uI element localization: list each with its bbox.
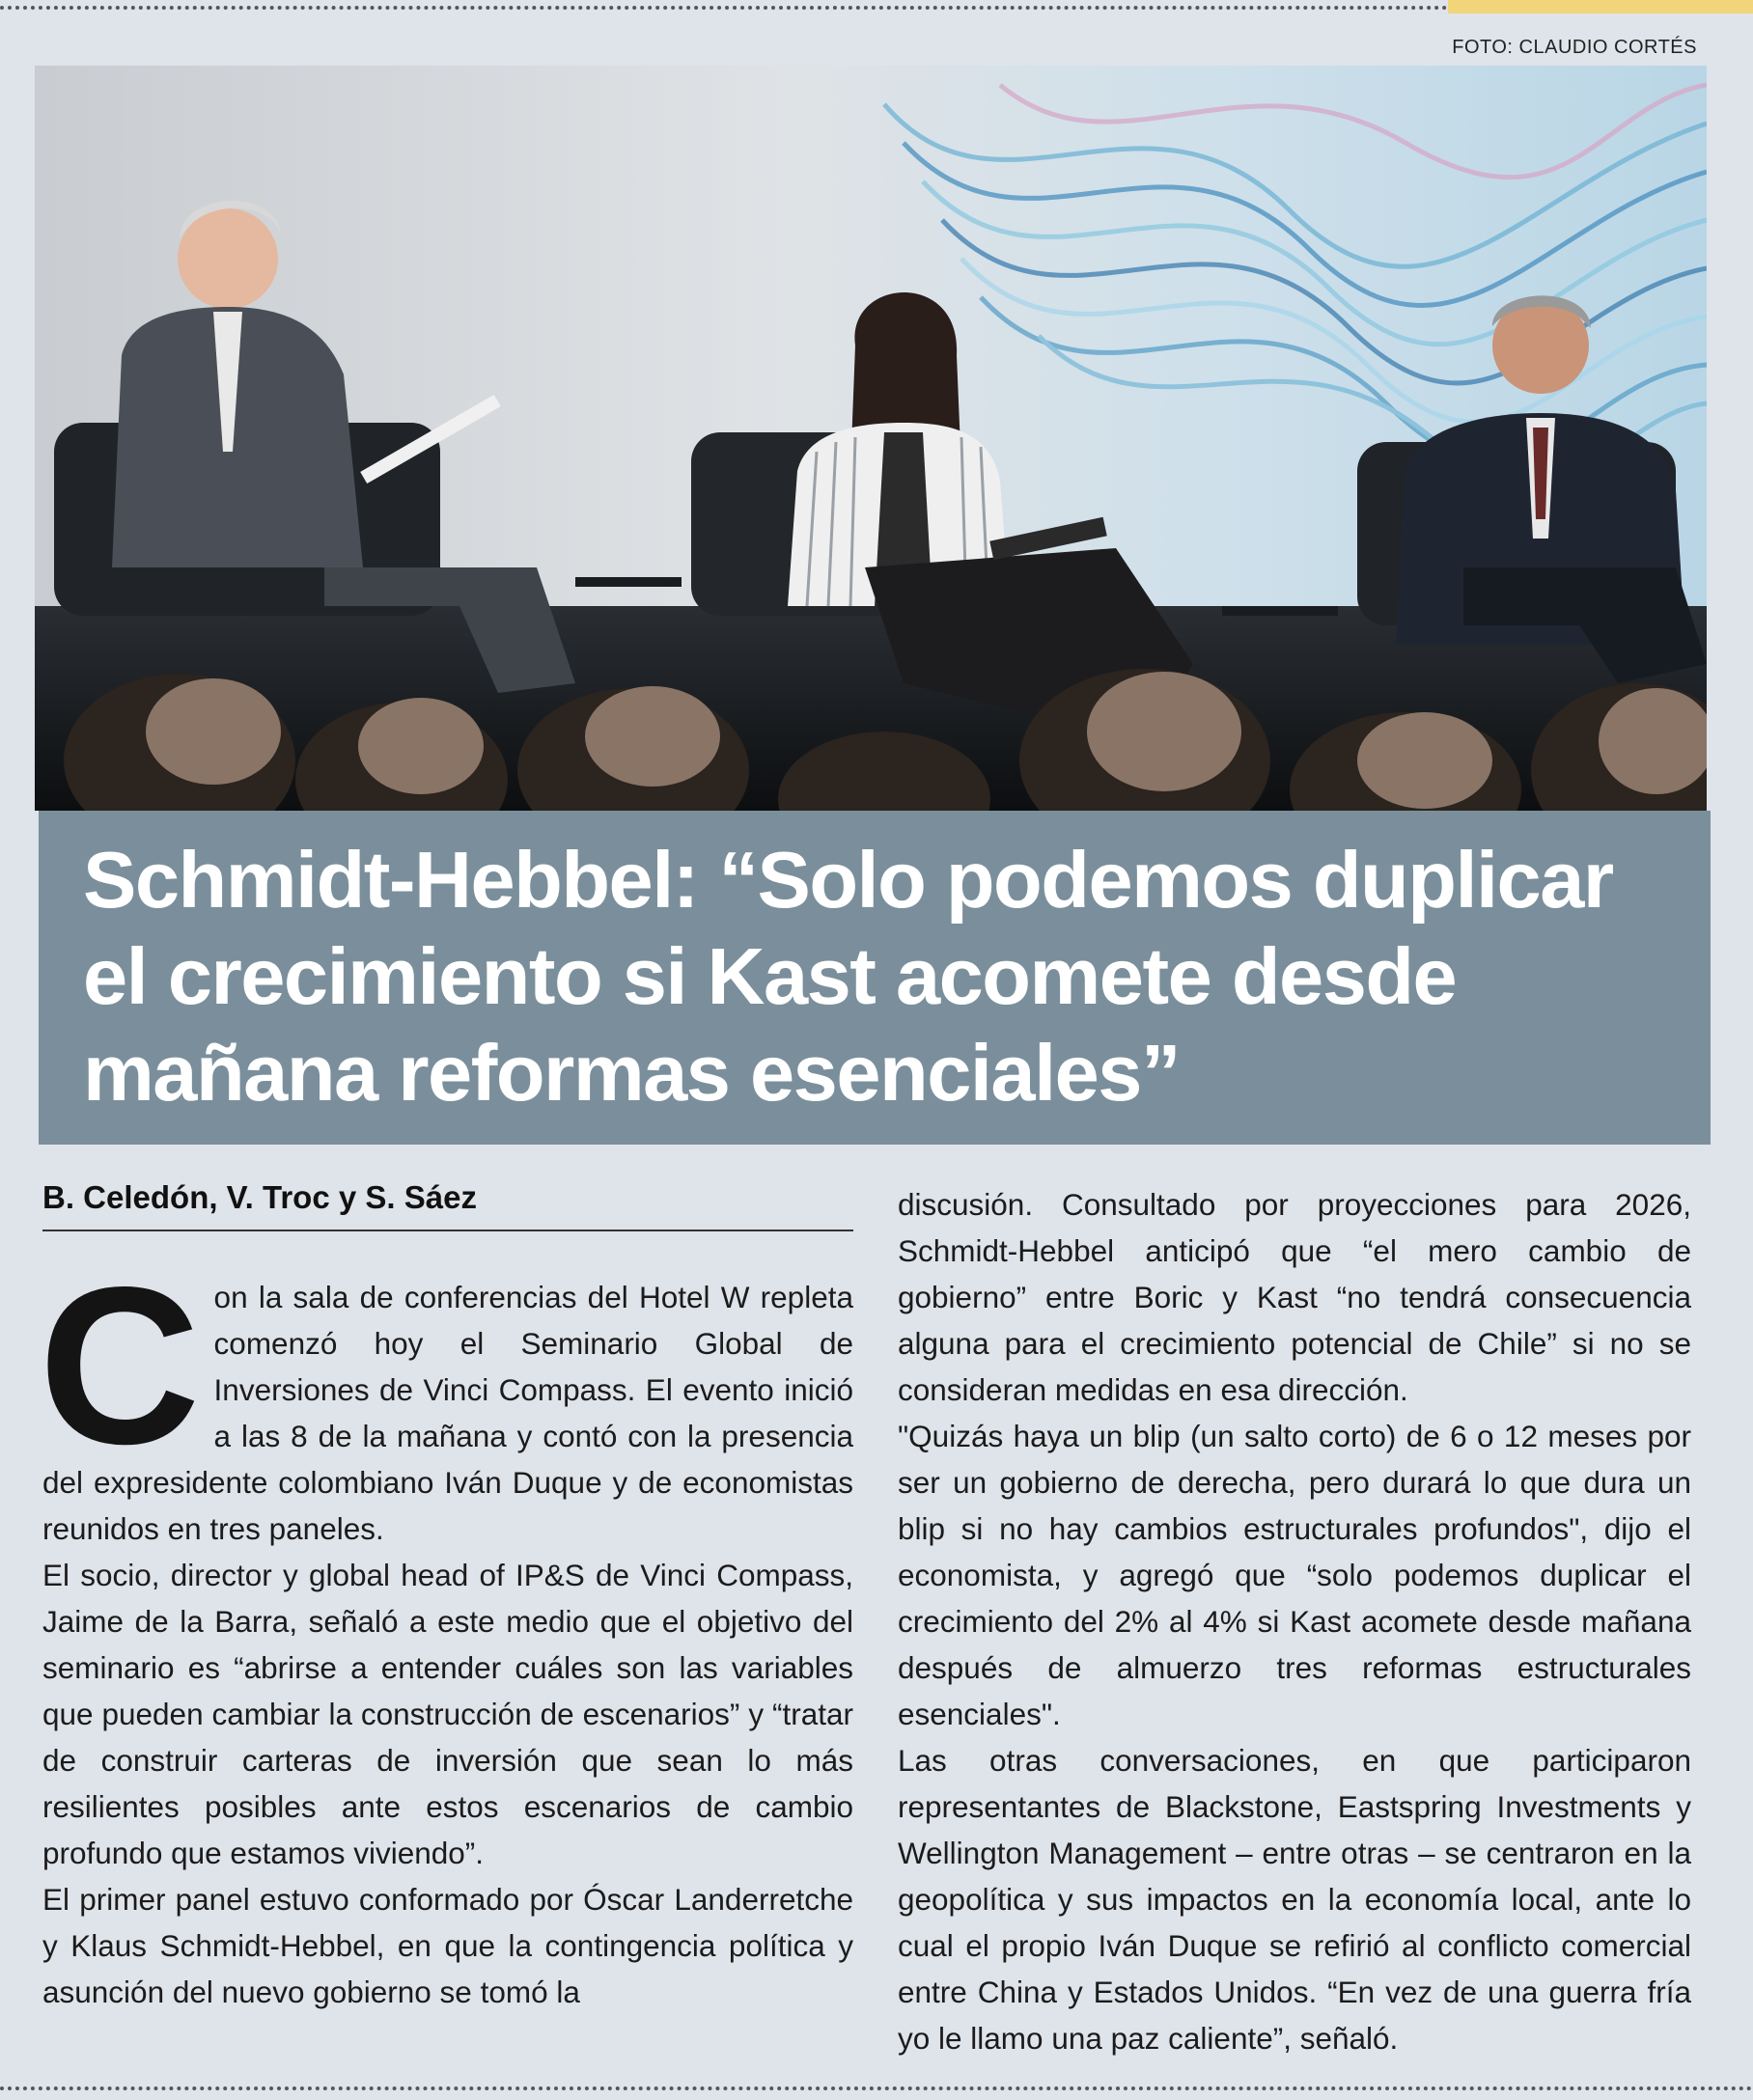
paragraph-3-start: El primer panel estuvo conformado por Óscar Landerretche y Klaus Schmidt-Hebbel, en que la contingencia política y asunción del nuevo gobierno se tomó la [42, 1882, 853, 2009]
headline-box [39, 811, 1711, 1145]
article-photo [35, 66, 1707, 811]
paragraph-4: "Quizás haya un blip (un salto corto) de 6 o 12 meses por ser un gobierno de derecha, pero durará lo que dura un blip si no hay cambios estructurales profundos", dijo el economista, y agregó que “solo podemos duplicar el crecimiento del 2% al 4% si Kast acomete desde mañana después de almuerzo tres reformas estructurales esenciales". [898, 1419, 1691, 1731]
paragraph-3-end: discusión. Consultado por proyecciones para 2026, Schmidt-Hebbel anticipó que “el mero cambio de gobierno” entre Boric y Kast “no tendrá consecuencia alguna para el crecimiento potencial de Chile” si no se consideran medidas en esa dirección. [898, 1187, 1691, 1407]
photo-credit: FOTO: CLAUDIO CORTÉS [1452, 37, 1697, 58]
top-dotted-border [0, 6, 1448, 10]
byline: B. Celedón, V. Troc y S. Sáez [42, 1179, 853, 1231]
paragraph-2: El socio, director y global head of IP&S de Vinci Compass, Jaime de la Barra, señaló a este medio que el objetivo del seminario es “abrirse a entender cuáles son las variables que pueden cambiar la construcción de escenarios” y “tratar de construir carteras de inversión que sean lo más resilientes posibles ante estos escenarios de cambio profundo que estamos viviendo”. [42, 1558, 853, 1870]
headline: Schmidt-Hebbel: “Solo podemos duplicar el crecimiento si Kast acomete desde mañana reformas esenciales” [83, 835, 1613, 1118]
drop-cap: C [39, 1241, 201, 1491]
column-right [898, 1181, 1691, 2061]
top-accent-bar [1448, 0, 1753, 14]
bottom-dotted-border [0, 2086, 1753, 2090]
column-left [39, 1241, 853, 2015]
paragraph-5: Las otras conversaciones, en que participaron representantes de Blackstone, Eastspring Investments y Wellington Management – entre otras – se centraron en la geopolítica y sus impactos en la economía local, ante lo cual el propio Iván Duque se refirió al conflicto comercial entre China y Estados Unidos. “En vez de una guerra fría yo le llamo una paz caliente”, señaló. [898, 1743, 1691, 2056]
paragraph-1: on la sala de conferencias del Hotel W repleta comenzó hoy el Seminario Global de Inversiones de Vinci Compass. El evento inició a las 8 de la mañana y contó con la presencia del expresidente colombiano Iván Duque y de economistas reunidos en tres paneles. [42, 1280, 853, 1546]
